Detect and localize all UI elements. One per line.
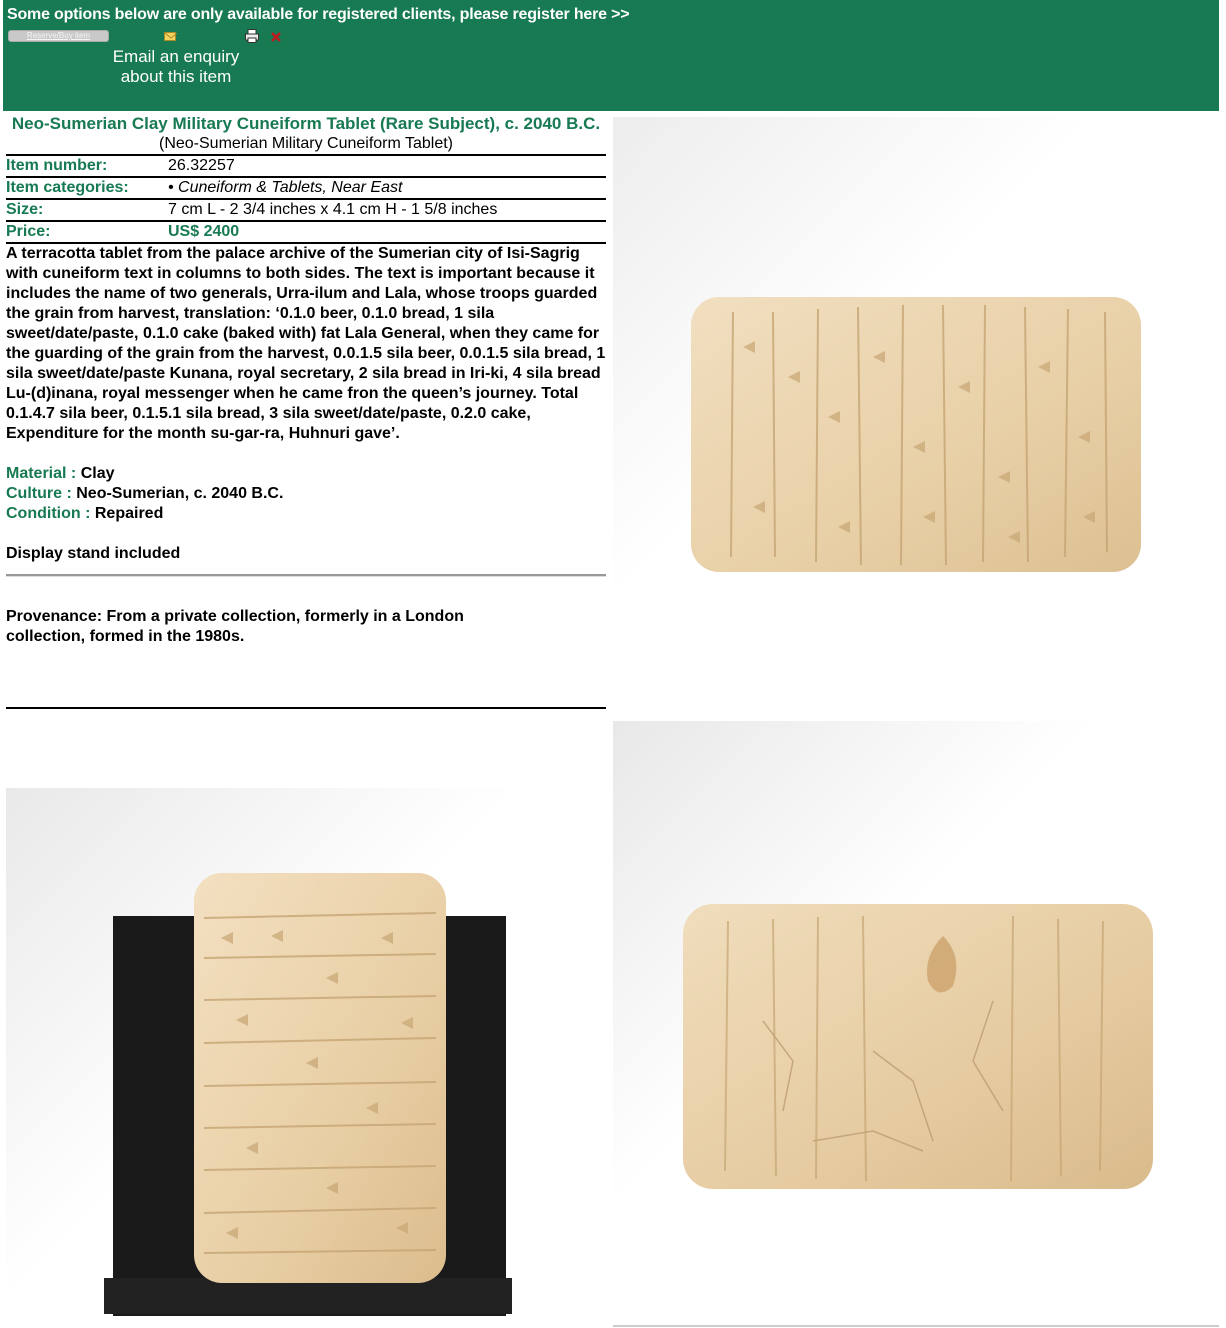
item-photo-front[interactable]: [613, 117, 1219, 717]
field-label: Item number:: [6, 157, 108, 174]
spec-label: Condition :: [6, 505, 91, 522]
item-details: [6, 112, 606, 709]
spec-value: Repaired: [94, 505, 164, 522]
envelope-icon[interactable]: [164, 32, 176, 41]
field-label: Size:: [6, 201, 44, 218]
field-label: Price:: [6, 223, 51, 240]
display-stand-note: Display stand included: [6, 545, 181, 562]
item-title: Neo-Sumerian Clay Military Cuneiform Tablet (Rare Subject), c. 2040 B.C.: [11, 114, 601, 133]
price-value: US$ 2400: [168, 223, 240, 240]
email-enquiry-link[interactable]: Email an enquiry about this item: [112, 47, 240, 86]
field-price: [6, 220, 606, 242]
item-photo-on-stand[interactable]: [6, 788, 606, 1328]
spec-value: Clay: [80, 465, 115, 482]
spec-value: Neo-Sumerian, c. 2040 B.C.: [76, 485, 284, 502]
reserve-buy-button[interactable]: Reserve/Buy item: [8, 30, 109, 42]
register-notice-link[interactable]: Some options below are only available for registered clients, please register here >>: [7, 6, 630, 23]
item-subtitle: (Neo-Sumerian Military Cuneiform Tablet): [158, 135, 454, 152]
field-label: Item categories:: [6, 179, 129, 196]
close-icon[interactable]: [270, 31, 282, 43]
divider: [613, 1325, 1219, 1327]
field-size: [6, 198, 606, 220]
print-icon[interactable]: [245, 29, 259, 43]
divider: [6, 574, 606, 577]
spec-label: Culture :: [6, 485, 72, 502]
field-value: 26.32257: [168, 157, 235, 174]
field-item-number: [6, 154, 606, 176]
item-description: A terracotta tablet from the palace archive of the Sumerian city of Isi-Sagrig with cuneiform text in columns to both sides. The text is important because it includes the name of two generals, Urra-ilum and Lala, whose troops guarded the grain from harvest, translation: ‘0.1.0 beer, 0.1.0 bread, 1 sila sweet/date/paste, 0.1.0 cake (baked with) fat Lala General, when they came for the guarding of the grain from the harvest, 0.0.1.5 sila beer, 0.0.1.5 sila bread, 1 sila sweet/date/paste Kunana, royal secretary, 2 sila bread in Iri-ki, 4 sila bread Lu-(d)inana, royal messenger when he came fron the queen’s journey. Total 0.1.4.7 sila beer, 0.1.5.1 sila bread, 3 sila sweet/date/paste, 0.2.0 cake, Expenditure for the month su-gar-ra, Huhnuri gave’.: [6, 242, 606, 444]
divider: [6, 707, 606, 709]
field-item-categories: [6, 176, 606, 198]
top-bar: [3, 0, 1219, 111]
category-link[interactable]: • Cuneiform & Tablets, Near East: [168, 179, 403, 196]
field-value: 7 cm L - 2 3/4 inches x 4.1 cm H - 1 5/8 inches: [168, 201, 498, 218]
spec-material: [6, 464, 606, 484]
spec-condition: [6, 504, 606, 524]
spec-label: Material :: [6, 465, 77, 482]
item-photo-reverse[interactable]: [613, 721, 1219, 1325]
spec-culture: [6, 484, 606, 504]
provenance: Provenance: From a private collection, formerly in a London collection, formed in the 1980s.: [6, 608, 464, 645]
